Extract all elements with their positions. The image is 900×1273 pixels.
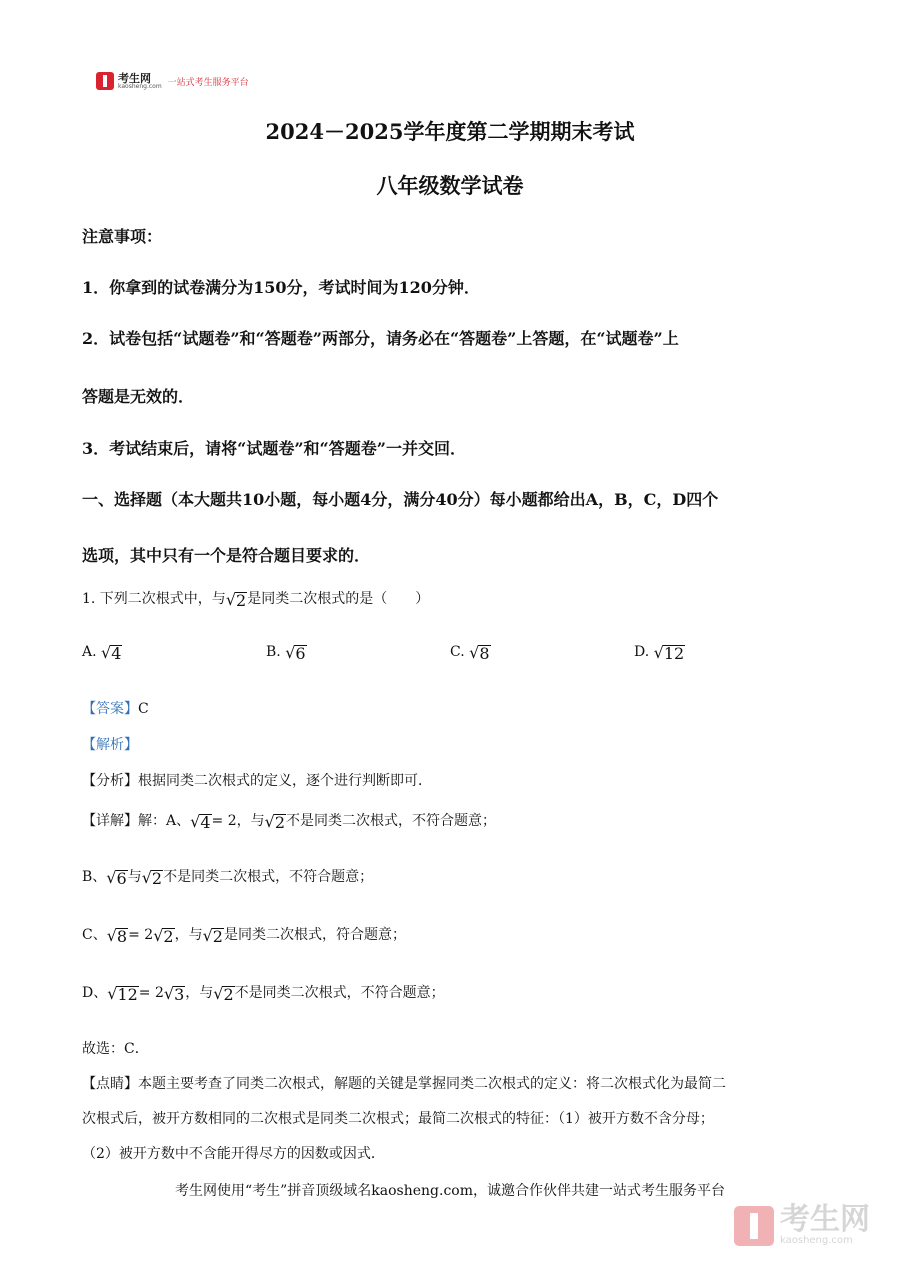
detail-c: [82, 924, 406, 946]
equation-part: = 2: [138, 985, 164, 1001]
option-c-label: C.: [450, 644, 465, 660]
equation-part: = 2: [211, 813, 237, 829]
logo-domain: kaosheng.com: [118, 82, 162, 90]
radicand: 3: [174, 985, 185, 1004]
dianjing-line-3: （2）被开方数中不含能开得尽方的因数或因式．: [82, 1146, 385, 1162]
notice-item-2b: 答题是无效的．: [82, 387, 195, 406]
option-b-label: B.: [266, 644, 281, 660]
radicand: 8: [116, 927, 128, 946]
kaosheng-logo-icon: [96, 72, 114, 90]
exam-subtitle: 八年级数学试卷: [376, 173, 524, 198]
radicand: 12: [663, 644, 685, 663]
notice-item-2a: 2．试卷包括“试题卷”和“答题卷”两部分，请务必在“答题卷”上答题，在“试题卷”上: [82, 329, 679, 348]
exam-title: 2024－2025学年度第二学期期末考试: [265, 119, 635, 144]
detail-a: [82, 810, 496, 832]
watermark-name: 考生网: [780, 1202, 870, 1237]
detail-a-pre: 解：A、: [138, 813, 191, 829]
notice-item-3: 3．考试结束后，请将“试题卷”和“答题卷”一并交回．: [82, 439, 466, 458]
detail-tag: 【详解】: [82, 813, 138, 829]
sqrt-expression: √ 2: [213, 984, 234, 1004]
sqrt-expression: √ 12: [107, 984, 138, 1004]
radicand: 8: [479, 644, 490, 663]
section1-line1: 一、选择题（本大题共10小题，每小题4分，满分40分）每小题都给出A，B，C，D四个: [82, 490, 719, 509]
sqrt-expression: √ 2: [202, 926, 223, 946]
option-a-label: A.: [82, 644, 97, 660]
radicand: 6: [116, 869, 127, 888]
detail-a-post: 不是同类二次根式，不符合题意；: [286, 813, 496, 829]
radicand: 2: [163, 927, 174, 946]
sqrt-expression: √ 12: [653, 643, 685, 663]
sqrt-expression: √ 6: [285, 643, 306, 663]
notice-item-1: 1．你拿到的试卷满分为150分，考试时间为120分钟．: [82, 278, 480, 297]
detail-b-pre: B、: [82, 869, 107, 885]
conclusion: 故选：C．: [82, 1041, 149, 1057]
radicand: 2: [236, 591, 247, 610]
answer-tag: 【答案】: [82, 701, 138, 717]
dianjing-line-1: [82, 1073, 726, 1093]
dianjing-tag: 【点睛】: [82, 1076, 138, 1092]
answer-value: C: [138, 701, 149, 717]
sqrt-expression: √ 2: [141, 868, 163, 888]
sqrt-expression: √ 8: [469, 643, 490, 663]
kaosheng-logo: [96, 72, 249, 90]
sqrt-expression: √ 2: [225, 590, 247, 610]
sqrt-expression: √ 2: [153, 926, 174, 946]
sqrt-expression: √ 3: [163, 984, 185, 1004]
answer-line: [82, 698, 149, 718]
option-d-label: D.: [634, 644, 650, 660]
watermark-icon: [734, 1206, 774, 1246]
fenxi-text: 根据同类二次根式的定义，逐个进行判断即可．: [138, 773, 432, 789]
fenxi-tag: 【分析】: [82, 773, 138, 789]
sqrt-expression: √ 8: [106, 926, 128, 946]
fenxi-line: [82, 770, 432, 790]
logo-name: 考生网: [118, 71, 151, 85]
question-1-stem: [82, 588, 429, 610]
radicand: 4: [111, 644, 122, 663]
option-c: [450, 644, 491, 663]
question-1-post: 是同类二次根式的是（ ）: [247, 591, 430, 607]
question-1-pre: 1. 下列二次根式中，与: [82, 591, 226, 607]
notice-heading: 注意事项：: [82, 227, 163, 246]
radicand: 12: [117, 985, 138, 1004]
dianjing-line-2: 次根式后，被开方数相同的二次根式是同类二次根式；最简二次根式的特征：（1）被开方数不含分母；: [82, 1111, 714, 1127]
radicand: 2: [223, 985, 234, 1004]
sqrt-expression: √ 4: [101, 643, 122, 663]
option-d: [634, 644, 685, 663]
equation-part: = 2: [128, 927, 154, 943]
radicand: 2: [274, 813, 285, 832]
detail-d: [82, 982, 445, 1004]
radicand: 2: [212, 927, 223, 946]
detail-a-mid: ，与: [236, 813, 265, 829]
detail-d-pre: D、: [82, 985, 108, 1001]
radicand: 4: [200, 813, 211, 832]
section1-line2: 选项，其中只有一个是符合题目要求的．: [82, 546, 371, 565]
footer-text: 考生网使用“考生”拼音顶级域名kaosheng.com，诚邀合作伙伴共建一站式考生服务平台: [174, 1183, 726, 1199]
radicand: 6: [295, 644, 306, 663]
option-b: [266, 644, 307, 663]
option-a: [82, 644, 122, 663]
detail-b-mid: 与: [127, 869, 142, 885]
watermark-logo: [734, 1202, 870, 1246]
detail-b-post: 不是同类二次根式，不符合题意；: [163, 869, 374, 885]
detail-b: [82, 866, 373, 888]
detail-c-post: 是同类二次根式，符合题意；: [223, 927, 406, 943]
detail-d-mid: ，与: [185, 985, 214, 1001]
detail-d-post: 不是同类二次根式，不符合题意；: [234, 985, 445, 1001]
dianjing-text-1: 本题主要考查了同类二次根式，解题的关键是掌握同类二次根式的定义：将二次根式化为最简二: [138, 1076, 726, 1092]
sqrt-expression: √ 6: [106, 868, 127, 888]
detail-c-pre: C、: [82, 927, 107, 943]
logo-slogan: 一站式考生服务平台: [167, 77, 249, 88]
detail-c-mid: ，与: [174, 927, 203, 943]
watermark-domain: kaosheng.com: [780, 1235, 853, 1246]
radicand: 2: [151, 869, 163, 888]
analysis-tag: 【解析】: [82, 737, 138, 753]
sqrt-expression: √ 4: [190, 812, 211, 832]
sqrt-expression: √ 2: [264, 812, 285, 832]
